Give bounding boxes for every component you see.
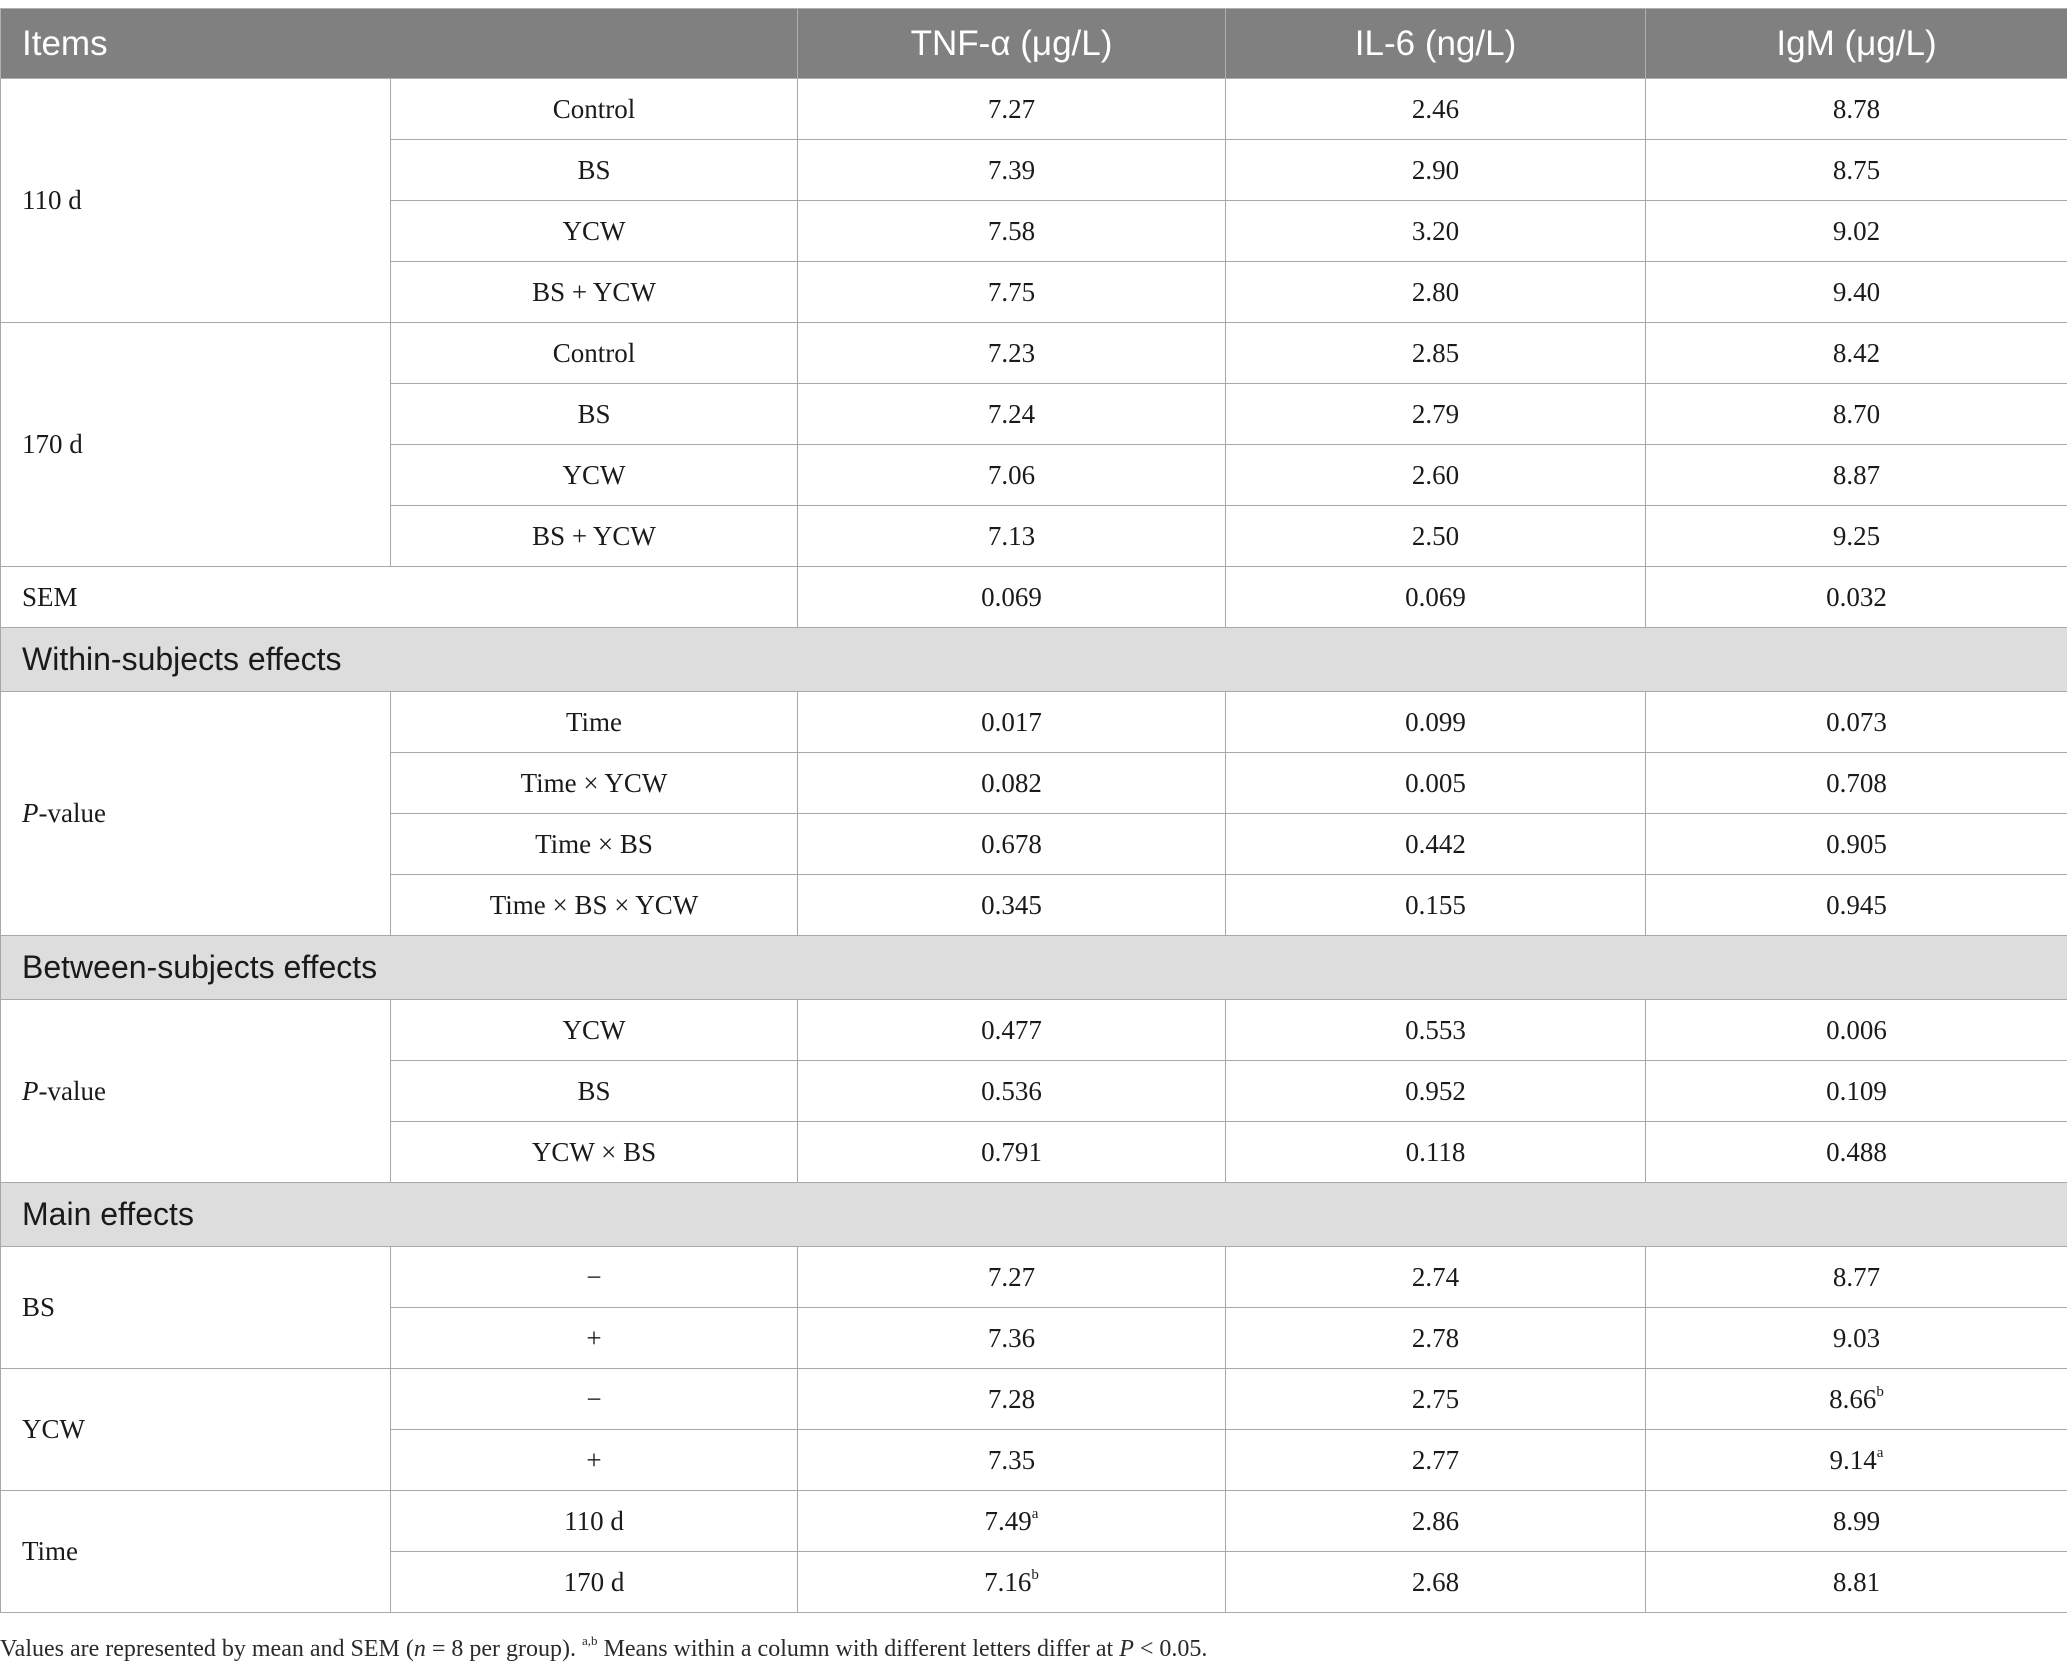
tnf-value: 7.23 [798, 323, 1226, 384]
tnf-value: 7.35 [798, 1430, 1226, 1491]
igm-value: 8.70 [1646, 384, 2067, 445]
footnote-superscript: a,b [582, 1633, 598, 1648]
treatment-label: BS + YCW [391, 262, 798, 323]
igm-value: 9.02 [1646, 201, 2067, 262]
treatment-label: Control [391, 323, 798, 384]
il6-value: 2.50 [1226, 506, 1646, 567]
tnf-value: 7.27 [798, 79, 1226, 140]
igm-value: 0.032 [1646, 567, 2067, 628]
tnf-value: 7.39 [798, 140, 1226, 201]
p-italic: P [22, 798, 39, 828]
effect-label: YCW [391, 1000, 798, 1061]
treatment-label: BS [391, 140, 798, 201]
section-title: Between-subjects effects [1, 936, 2067, 1000]
il6-value: 2.75 [1226, 1369, 1646, 1430]
treatment-label: BS [391, 384, 798, 445]
p-italic: P [22, 1075, 39, 1106]
tnf-value: 7.24 [798, 384, 1226, 445]
table-row [1, 692, 2067, 753]
table-row [1, 1369, 2067, 1430]
group-label-ycw: YCW [1, 1369, 391, 1491]
il6-value: 2.90 [1226, 140, 1646, 201]
group-label-p-value [1, 1000, 391, 1183]
il6-value: 0.069 [1226, 567, 1646, 628]
footnote-p: P [1119, 1636, 1134, 1662]
section-header-within [1, 628, 2067, 692]
tnf-value: 7.28 [798, 1369, 1226, 1430]
igm-value: 8.81 [1646, 1552, 2067, 1613]
tnf-value: 7.06 [798, 445, 1226, 506]
table-row [1, 1000, 2067, 1061]
significance-superscript: a [1876, 1444, 1884, 1461]
igm-value: 9.40 [1646, 262, 2067, 323]
igm-value: 8.66 [1829, 1383, 1877, 1414]
igm-value: 8.75 [1646, 140, 2067, 201]
igm-value: 0.006 [1646, 1000, 2067, 1061]
footnote-text-4: < 0.05. [1133, 1636, 1208, 1662]
footnote-text-3: Means within a column with different letters differ at [597, 1636, 1120, 1662]
header-il6: IL-6 (ng/L) [1226, 9, 1646, 79]
effect-label: Time × BS × YCW [391, 875, 798, 936]
table-footnote [0, 1633, 2067, 1663]
significance-superscript: b [1876, 1383, 1884, 1400]
p-value-suffix: -value [38, 798, 106, 828]
tnf-value: 0.017 [798, 692, 1226, 753]
significance-superscript: b [1031, 1566, 1039, 1583]
igm-value: 8.87 [1646, 445, 2067, 506]
treatment-label: BS + YCW [391, 506, 798, 567]
header-row [1, 9, 2067, 79]
p-value-suffix: -value [38, 1075, 106, 1106]
treatment-label: Control [391, 79, 798, 140]
tnf-value: 0.477 [798, 1000, 1226, 1061]
table-row [1, 1247, 2067, 1308]
igm-value: 0.488 [1646, 1122, 2067, 1183]
igm-value: 0.945 [1646, 875, 2067, 936]
level-label: − [391, 1247, 798, 1308]
header-tnf: TNF-α (μg/L) [798, 9, 1226, 79]
section-header-main [1, 1183, 2067, 1247]
tnf-value: 7.16 [984, 1566, 1032, 1597]
igm-cell [1646, 1369, 2067, 1430]
il6-value: 2.85 [1226, 323, 1646, 384]
group-label-p-value [1, 692, 391, 936]
igm-value: 9.25 [1646, 506, 2067, 567]
il6-value: 3.20 [1226, 201, 1646, 262]
il6-value: 2.80 [1226, 262, 1646, 323]
level-label: − [391, 1369, 798, 1430]
significance-superscript: a [1031, 1505, 1039, 1522]
effect-label: Time × BS [391, 814, 798, 875]
il6-value: 0.155 [1226, 875, 1646, 936]
effect-label: BS [391, 1061, 798, 1122]
tnf-value: 0.536 [798, 1061, 1226, 1122]
header-igm: IgM (μg/L) [1646, 9, 2067, 79]
igm-value: 8.78 [1646, 79, 2067, 140]
group-label-170d: 170 d [1, 323, 391, 567]
il6-value: 2.77 [1226, 1430, 1646, 1491]
il6-value: 2.74 [1226, 1247, 1646, 1308]
level-label: + [391, 1430, 798, 1491]
il6-value: 2.79 [1226, 384, 1646, 445]
tnf-value: 0.678 [798, 814, 1226, 875]
table-row [1, 79, 2067, 140]
tnf-cell [798, 1552, 1226, 1613]
igm-value: 8.77 [1646, 1247, 2067, 1308]
treatment-label: YCW [391, 201, 798, 262]
igm-value: 9.03 [1646, 1308, 2067, 1369]
il6-value: 0.442 [1226, 814, 1646, 875]
tnf-value: 0.345 [798, 875, 1226, 936]
group-label-bs: BS [1, 1247, 391, 1369]
level-label: 170 d [391, 1552, 798, 1613]
tnf-value: 0.069 [798, 567, 1226, 628]
section-title: Main effects [1, 1183, 2067, 1247]
group-label-time: Time [1, 1491, 391, 1613]
tnf-value: 7.27 [798, 1247, 1226, 1308]
tnf-value: 7.49 [984, 1505, 1032, 1536]
sem-row [1, 567, 2067, 628]
level-label: 110 d [391, 1491, 798, 1552]
table-row [1, 1491, 2067, 1552]
footnote-n: n [413, 1636, 426, 1662]
tnf-value: 7.36 [798, 1308, 1226, 1369]
il6-value: 2.60 [1226, 445, 1646, 506]
igm-value: 0.708 [1646, 753, 2067, 814]
il6-value: 0.118 [1226, 1122, 1646, 1183]
igm-value: 9.14 [1829, 1444, 1877, 1475]
tnf-value: 7.75 [798, 262, 1226, 323]
header-items: Items [1, 9, 798, 79]
il6-value: 2.46 [1226, 79, 1646, 140]
il6-value: 0.553 [1226, 1000, 1646, 1061]
il6-value: 0.099 [1226, 692, 1646, 753]
il6-value: 2.86 [1226, 1491, 1646, 1552]
igm-value: 0.073 [1646, 692, 2067, 753]
il6-value: 0.005 [1226, 753, 1646, 814]
sem-label: SEM [1, 567, 798, 628]
il6-value: 2.68 [1226, 1552, 1646, 1613]
footnote-text-2: = 8 per group). [425, 1636, 583, 1662]
effect-label: YCW × BS [391, 1122, 798, 1183]
tnf-value: 7.13 [798, 506, 1226, 567]
igm-value: 0.109 [1646, 1061, 2067, 1122]
section-title: Within-subjects effects [1, 628, 2067, 692]
il6-value: 2.78 [1226, 1308, 1646, 1369]
group-label-110d: 110 d [1, 79, 391, 323]
level-label: + [391, 1308, 798, 1369]
tnf-value: 7.58 [798, 201, 1226, 262]
effect-label: Time [391, 692, 798, 753]
igm-cell [1646, 1430, 2067, 1491]
igm-value: 8.99 [1646, 1491, 2067, 1552]
tnf-value: 0.791 [798, 1122, 1226, 1183]
effect-label: Time × YCW [391, 753, 798, 814]
igm-value: 0.905 [1646, 814, 2067, 875]
results-table [0, 8, 2067, 1613]
il6-value: 0.952 [1226, 1061, 1646, 1122]
tnf-value: 0.082 [798, 753, 1226, 814]
table-row [1, 323, 2067, 384]
treatment-label: YCW [391, 445, 798, 506]
section-header-between [1, 936, 2067, 1000]
igm-value: 8.42 [1646, 323, 2067, 384]
tnf-cell [798, 1491, 1226, 1552]
footnote-text-1: Values are represented by mean and SEM ( [0, 1636, 414, 1662]
